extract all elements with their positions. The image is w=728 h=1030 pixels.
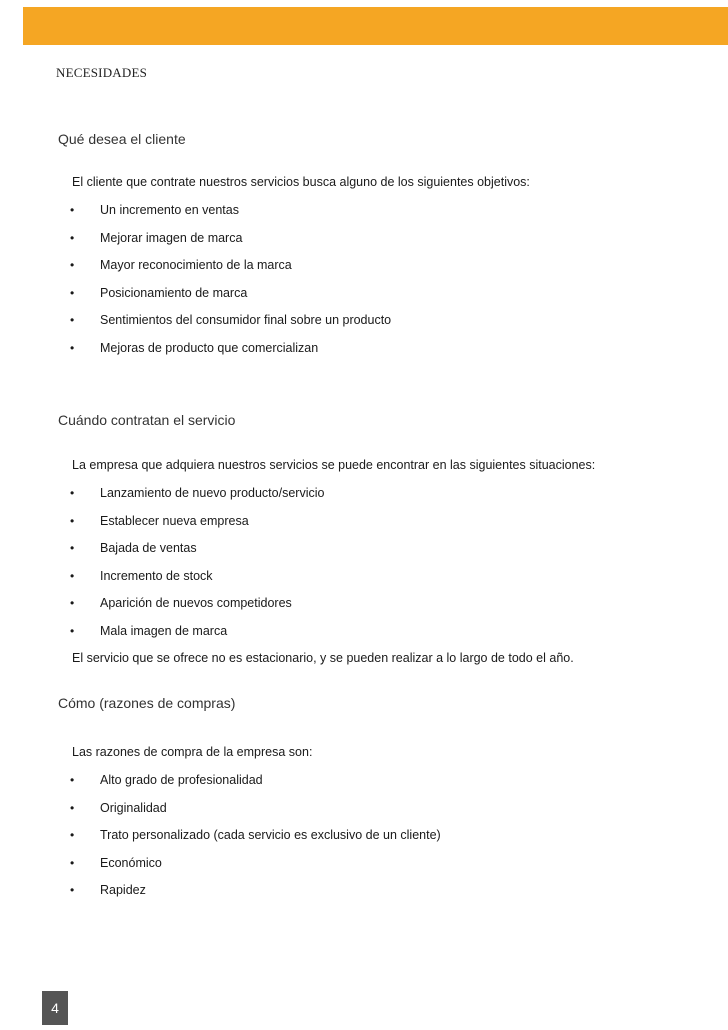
bullet-icon: • — [70, 340, 75, 355]
bullet-icon: • — [70, 800, 75, 815]
bullet-icon: • — [70, 541, 75, 555]
page-title: NECESIDADES — [56, 65, 148, 80]
bullet-icon: • — [70, 623, 75, 638]
bullet-icon: • — [70, 773, 75, 787]
bullet-icon: • — [70, 486, 75, 500]
section-closing: El servicio que se ofrece no es estacionario, y se pueden realizar a lo largo de todo el año. — [72, 651, 574, 665]
bullet-icon: • — [70, 596, 75, 610]
bullet-icon: • — [70, 883, 75, 897]
header-accent-bar — [23, 7, 728, 45]
bullet-icon: • — [70, 513, 75, 528]
bullet-icon: • — [70, 285, 75, 300]
bullet-icon: • — [70, 828, 75, 842]
section-title-cuando-contratan: Cuándo contratan el servicio — [58, 412, 236, 428]
bullet-icon: • — [70, 230, 75, 245]
section-intro: Las razones de compra de la empresa son: — [72, 745, 313, 759]
section-title-como: Cómo (razones de compras) — [58, 695, 236, 711]
page-number: 4 — [42, 991, 68, 1025]
bullet-icon: • — [70, 203, 75, 217]
section-intro: El cliente que contrate nuestros servicios busca alguno de los siguientes objetivos: — [72, 175, 530, 189]
bullet-icon: • — [70, 568, 75, 583]
section-intro: La empresa que adquiera nuestros servicios se puede encontrar en las siguientes situaciones: — [72, 458, 596, 472]
section-title-que-desea: Qué desea el cliente — [58, 131, 186, 147]
bullet-icon: • — [70, 855, 75, 870]
bullet-icon: • — [70, 313, 75, 327]
bullet-icon: • — [70, 258, 75, 272]
